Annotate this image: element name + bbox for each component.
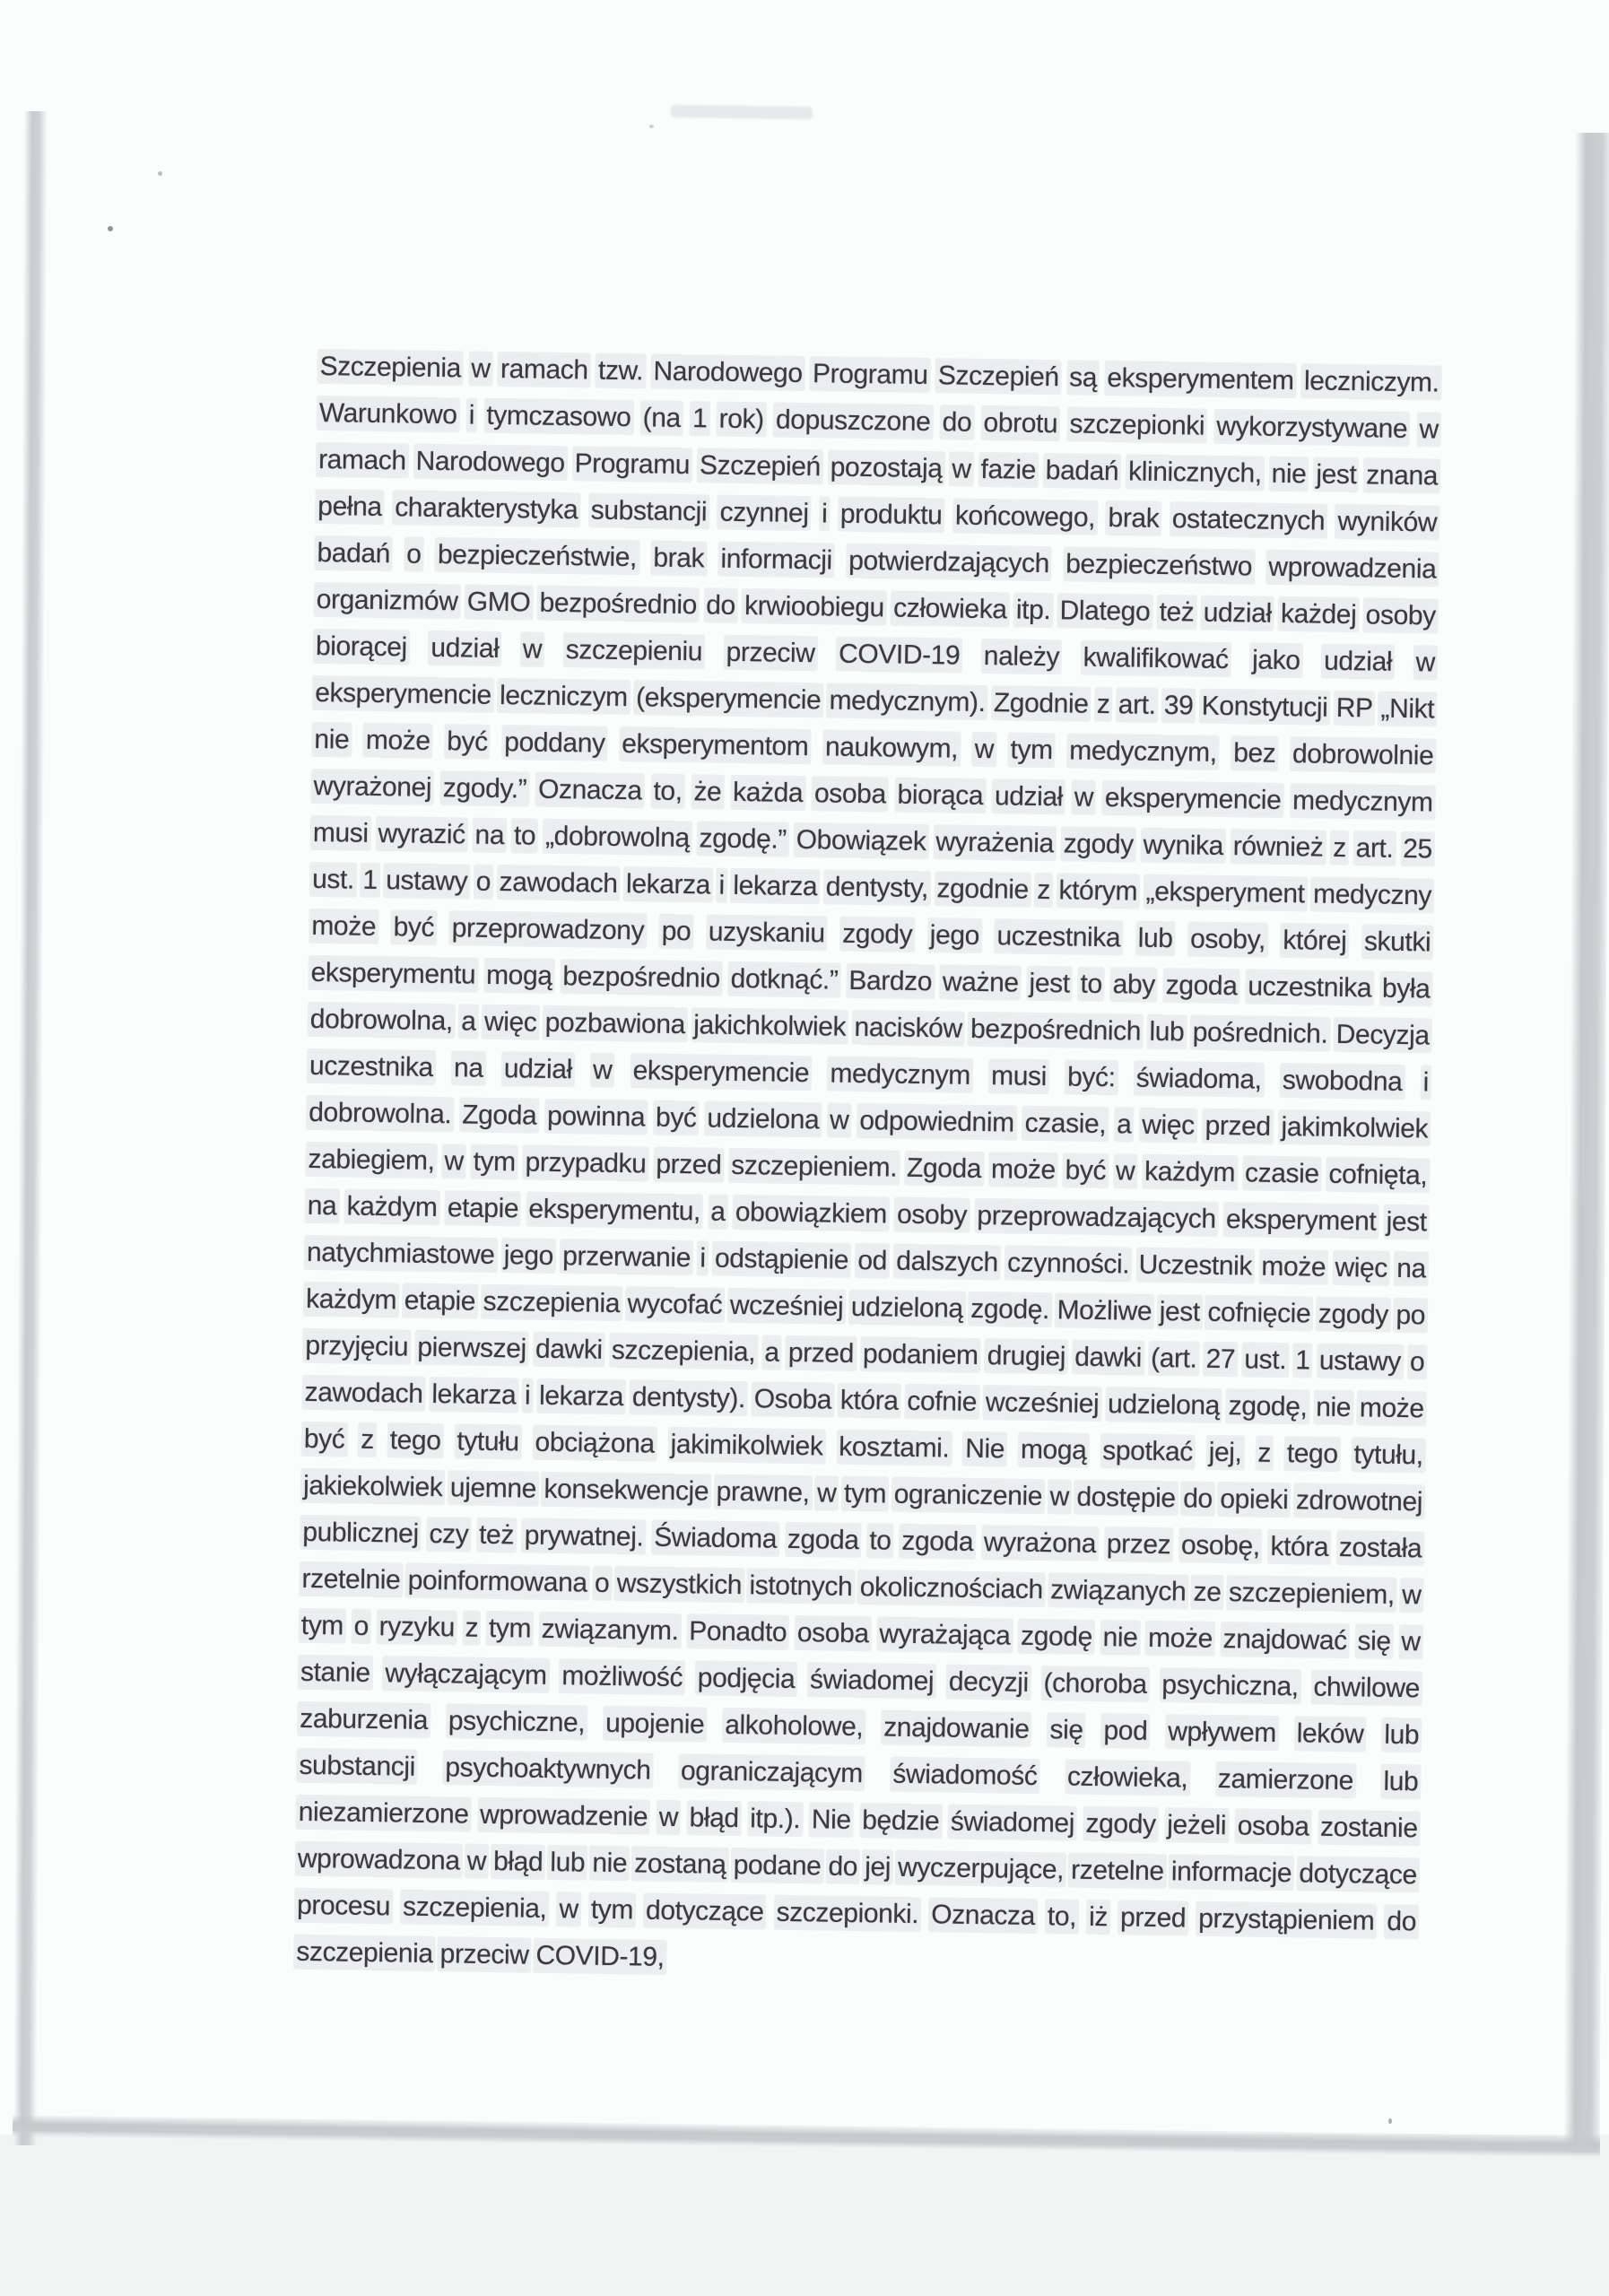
scan-speck: [649, 125, 654, 128]
scan-speck: [1388, 2118, 1392, 2124]
page-right-edge-shadow: [1564, 133, 1609, 2152]
page-left-edge-shadow: [13, 111, 48, 2145]
scan-speck: [158, 171, 162, 176]
page-top-edge-smudge: [671, 105, 813, 119]
document-body-text: Szczepienia w ramach tzw. Narodowego Programu Szczepień są eksperymentem leczniczym. Warunkowo i tymczasowo (na 1 rok) dopuszczone do obrotu szczepionki wykorzystywane w ramach Narodowego Programu Szczepień pozostają w fazie badań klinicznych, nie jest znana pełna charakterystyka substancji czynnej i produktu końcowego, brak ostatecznych wyników badań o bezpieczeństwie, brak informacji potwierdzających bezpieczeństwo wprowadzenia organizmów GMO bezpośrednio do krwioobiegu człowieka itp. Dlatego też udział każdej osoby biorącej udział w szczepieniu przeciw COVID-19 należy kwalifikować jako udział w eksperymencie leczniczym (eksperymencie medycznym). Zgodnie z art. 39 Konstytucji RP „Nikt nie może być poddany eksperymentom naukowym, w tym medycznym, bez dobrowolnie wyrażonej zgody.” Oznacza to, że każda osoba biorąca udział w eksperymencie medycznym musi wyrazić na to „dobrowolną zgodę.” Obowiązek wyrażenia zgody wynika również z art. 25 ust. 1 ustawy o zawodach lekarza i lekarza dentysty, zgodnie z którym „eksperyment medyczny może być przeprowadzony po uzyskaniu zgody jego uczestnika lub osoby, której skutki eksperymentu mogą bezpośrednio dotknąć.” Bardzo ważne jest to aby zgoda uczestnika była dobrowolna, a więc pozbawiona jakichkolwiek nacisków bezpośrednich lub pośrednich. Decyzja uczestnika na udział w eksperymencie medycznym musi być: świadoma, swobodna i dobrowolna. Zgoda powinna być udzielona w odpowiednim czasie, a więc przed jakimkolwiek zabiegiem, w tym przypadku przed szczepieniem. Zgoda może być w każdym czasie cofnięta, na każdym etapie eksperymentu, a obowiązkiem osoby przeprowadzających eksperyment jest natychmiastowe jego przerwanie i odstąpienie od dalszych czynności. Uczestnik może więc na każdym etapie szczepienia wycofać wcześniej udzieloną zgodę. Możliwe jest cofnięcie zgody po przyjęciu pierwszej dawki szczepienia, a przed podaniem drugiej dawki (art. 27 ust. 1 ustawy o zawodach lekarza i lekarza dentysty). Osoba która cofnie wcześniej udzieloną zgodę, nie może być z tego tytułu obciążona jakimikolwiek kosztami. Nie mogą spotkać jej, z tego tytułu, jakiekolwiek ujemne konsekwencje prawne, w tym ograniczenie w dostępie do opieki zdrowotnej publicznej czy też prywatnej. Świadoma zgoda to zgoda wyrażona przez osobę, która została rzetelnie poinformowana o wszystkich istotnych okolicznościach związanych ze szczepieniem, w tym o ryzyku z tym związanym. Ponadto osoba wyrażająca zgodę nie może znajdować się w stanie wyłączającym możliwość podjęcia świadomej decyzji (choroba psychiczna, chwilowe zaburzenia psychiczne, upojenie alkoholowe, znajdowanie się pod wpływem leków lub substancji psychoaktywnych ograniczającym świadomość człowieka, zamierzone lub niezamierzone wprowadzenie w błąd itp.). Nie będzie świadomej zgody jeżeli osoba zostanie wprowadzona w błąd lub nie zostaną podane do jej wyczerpujące, rzetelne informacje dotyczące procesu szczepienia, w tym dotyczące szczepionki. Oznacza to, iż przed przystąpieniem do szczepienia przeciw COVID-19,: [296, 351, 1439, 1972]
scan-speck: [108, 226, 113, 231]
scanner-backing: [0, 2135, 1609, 2296]
